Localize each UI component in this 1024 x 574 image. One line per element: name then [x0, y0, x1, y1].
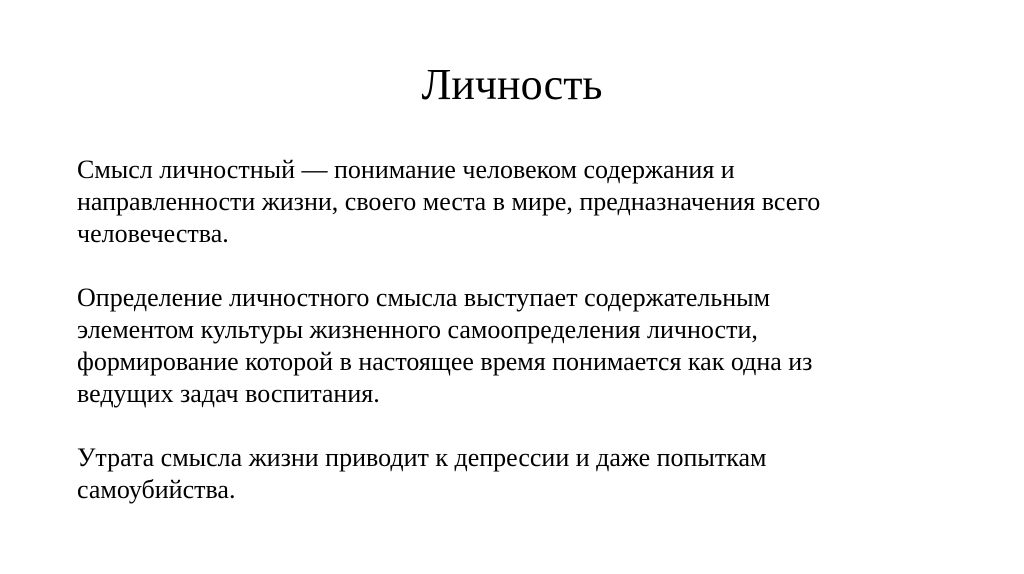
- text-line: ведущих задач воспитания.: [77, 379, 380, 408]
- text-line: элементом культуры жизненного самоопределения личности,: [77, 315, 758, 344]
- text-line: человечества.: [77, 219, 229, 248]
- text-line: формирование которой в настоящее время понимается как одна из: [77, 347, 813, 376]
- paragraph-self-determination: [77, 282, 957, 410]
- text-line: Определение личностного смысла выступает содержательным: [77, 283, 771, 312]
- text-line: Утрата смысла жизни приводит к депрессии и даже попыткам: [77, 443, 767, 472]
- text-line: самоубийства.: [77, 475, 236, 504]
- slide-body: [77, 154, 957, 538]
- text-line: направленности жизни, своего места в мире, предназначения всего: [77, 187, 821, 216]
- paragraph-loss-of-meaning: [77, 442, 957, 506]
- paragraph-meaning-definition: [77, 154, 957, 250]
- text-line: Смысл личностный — понимание человеком содержания и: [77, 155, 735, 184]
- slide-title: Личность: [421, 60, 603, 109]
